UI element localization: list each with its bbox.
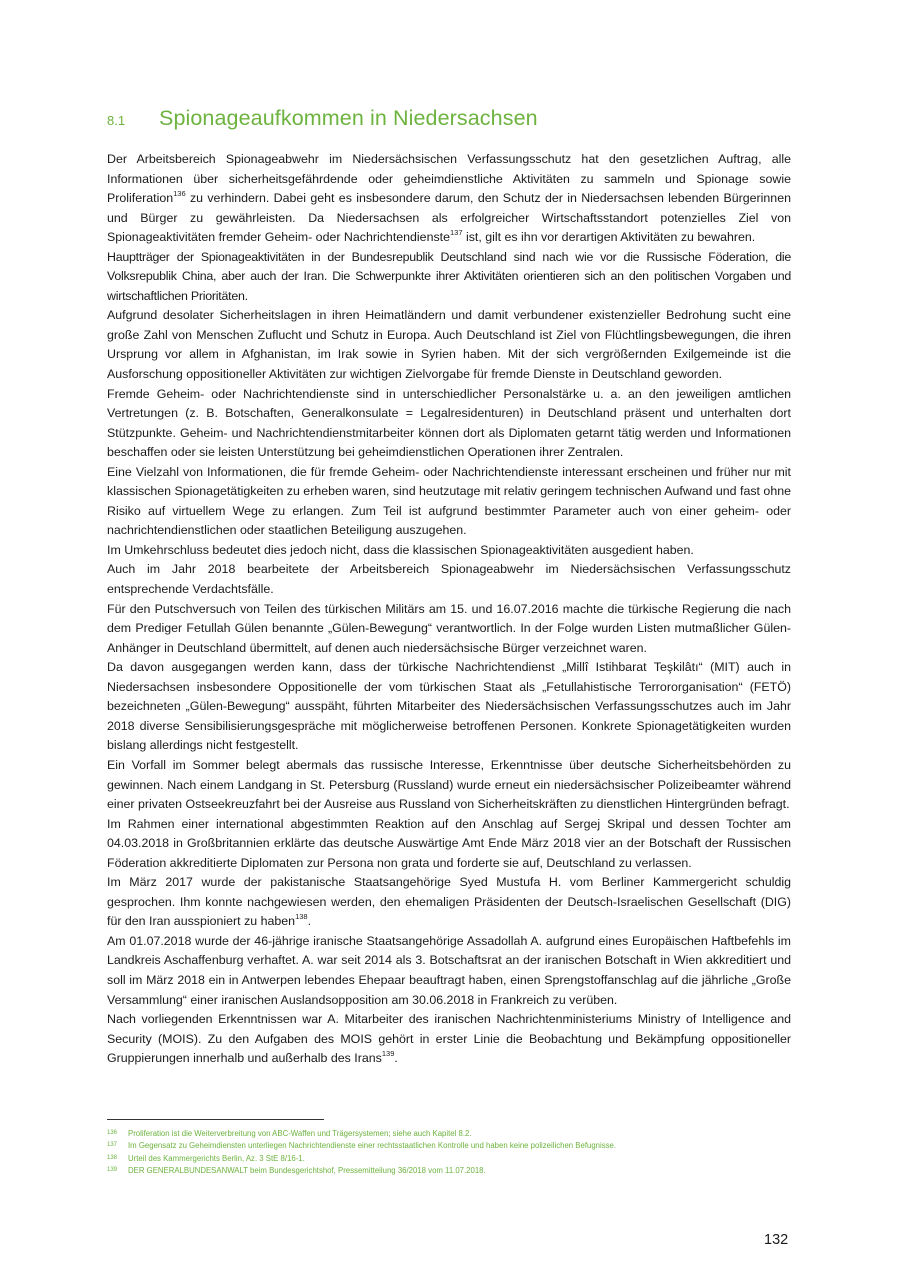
footnote-reference: 138	[295, 912, 308, 922]
paragraph-text: Ein Vorfall im Sommer belegt abermals das russische Interesse, Erkenntnisse über deutsche Sicherheitsbehörden zu gewinnen. Nach einem Landgang in St. Petersburg (Russland) wurde erneut ein niedersächsischer Polizeibeamter während einer privaten Ostseekreuzfahrt bei der Ausreise aus Russland von Sicherheitskräften zu dienstlichen Hintergründen befragt.	[107, 757, 791, 812]
paragraph-text: Am 01.07.2018 wurde der 46-jährige iranische Staatsangehörige Assadollah A. aufgrund eines Europäischen Haftbefehls im Landkreis Aschaffenburg verhaftet. A. war seit 2014 als 3. Botschaftsrat an der iranischen Botschaft in Wien akkreditiert und soll im März 2018 ein in Antwerpen lebendes Ehepaar beauftragt haben, einen Sprengstoffanschlag auf die jährliche „Große Versammlung“ einer iranischen Auslandsopposition am 30.06.2018 in Frankreich zu verüben.	[107, 933, 791, 1007]
footnote-reference: 137	[450, 228, 463, 238]
paragraph	[107, 600, 791, 659]
footnote-number: 139	[107, 1166, 118, 1173]
paragraph	[107, 541, 791, 561]
footnote	[107, 1140, 791, 1152]
paragraph-text: Hauptträger der Spionageaktivitäten in der Bundesrepublik Deutschland sind nach wie vor die Russische Föderation, die Volksrepublik China, aber auch der Iran. Die Schwerpunkte ihrer Aktivitäten orientieren sich an den politischen Vorgaben und wirtschaftlichen Prioritäten.	[107, 249, 791, 303]
footnote-number: 136	[107, 1130, 118, 1136]
paragraph	[107, 932, 791, 1010]
footnotes	[107, 1128, 791, 1177]
paragraph	[107, 306, 791, 384]
paragraph	[107, 463, 791, 541]
paragraph	[107, 815, 791, 874]
paragraph-text: Im März 2017 wurde der pakistanische Staatsangehörige Syed Mustufa H. vom Berliner Kammergericht schuldig gesprochen. Ihm konnte nachgewiesen werden, den ehemaligen Präsidenten der Deutsch-Israelischen Gesellschaft (DIG) für den Iran ausspioniert zu haben	[107, 875, 791, 929]
paragraph-text: Nach vorliegenden Erkenntnissen war A. Mitarbeiter des iranischen Nachrichtenministeriums Ministry of Intelligence and Security (MOIS). Zu den Aufgaben des MOIS gehört in erster Linie die Beobachtung und Bekämpfung oppositioneller Gruppierungen innerhalb und außerhalb des Irans	[107, 1012, 791, 1066]
paragraph-text: .	[394, 1051, 398, 1066]
section-title: Spionageaufkommen in Niedersachsen	[159, 106, 538, 130]
section-number: 8.1	[107, 113, 126, 128]
paragraph-text: zu verhindern. Dabei geht es insbesondere darum, den Schutz der in Niedersachsen lebenden Bürgerinnen und Bürger zu gewährleisten. Da Niedersachsen als erfolgreicher Wirtschaftsstandort potenzielles Ziel von Spionageaktivitäten fremder Geheim- oder Nachrichtendienste	[107, 191, 791, 245]
footnote-text: DER GENERALBUNDESANWALT beim Bundesgerichtshof, Pressemitteilung 36/2018 vom 11.07.2018.	[128, 1165, 486, 1175]
section-heading	[107, 106, 538, 131]
paragraph-text: ist, gilt es ihn vor derartigen Aktivitäten zu bewahren.	[462, 230, 756, 245]
footnote-reference: 139	[381, 1049, 395, 1059]
paragraph	[107, 248, 791, 307]
paragraph-text: Aufgrund desolater Sicherheitslagen in ihren Heimatländern und damit verbundener existenzieller Bedrohung sucht eine große Zahl von Menschen Zuflucht und Schutz in Europa. Auch Deutschland ist Ziel von Flüchtlingsbewegungen, die ihren Ursprung vor allem in Afghanistan, im Irak sowie in Syrien haben. Mit der sich vergrößernden Exilgemeinde ist die Ausforschung oppositioneller Aktivitäten zur wichtigen Zielvorgabe für fremde Dienste in Deutschland geworden.	[107, 308, 791, 382]
footnote-text: Urteil des Kammergerichts Berlin, Az. 3 StE 8/16-1.	[128, 1153, 305, 1163]
footnote	[107, 1128, 791, 1140]
footnote-number: 137	[107, 1142, 118, 1149]
footnote-text: Im Gegensatz zu Geheimdiensten unterliegen Nachrichtendienste einer rechtsstaatlichen Kontrolle und haben keine polizeilichen Befugnisse.	[128, 1141, 617, 1151]
paragraph	[107, 756, 791, 815]
paragraph	[107, 385, 791, 463]
page-number: 132	[764, 1232, 789, 1248]
paragraph-text: Im Rahmen einer international abgestimmten Reaktion auf den Anschlag auf Sergej Skripal und dessen Tochter am 04.03.2018 in Großbritannien erklärte das deutsche Auswärtige Amt Ende März 2018 vier an der Botschaft der Russischen Föderation akkreditierte Diplomaten zur Persona non grata und forderte sie auf, Deutschland zu verlassen.	[107, 816, 791, 870]
paragraph	[107, 560, 791, 599]
paragraph	[107, 873, 791, 932]
footnote-number: 138	[107, 1154, 118, 1161]
paragraph-text: Im Umkehrschluss bedeutet dies jedoch nicht, dass die klassischen Spionageaktivitäten ausgedient haben.	[107, 542, 694, 557]
paragraph-text: Fremde Geheim- oder Nachrichtendienste sind in unterschiedlicher Personalstärke u. a. an den jeweiligen amtlichen Vertretungen (z. B. Botschaften, Generalkonsulate = Legalresidenturen) in Deutschland präsent und unterhalten dort Stützpunkte. Geheim- und Nachrichtendienstmitarbeiter können dort als Diplomaten getarnt tätig werden und Informationen beschaffen oder sie leisten Unterstützung bei geheimdienstlichen Operationen ihrer Zentralen.	[107, 386, 791, 460]
paragraph-text: Für den Putschversuch von Teilen des türkischen Militärs am 15. und 16.07.2016 machte die türkische Regierung die nach dem Prediger Fetullah Gülen benannte „Gülen-Bewegung“ verantwortlich. In der Folge wurden Listen mutmaßlicher Gülen-Anhänger in Deutschland übermittelt, auf denen auch niedersächsische Bürger verzeichnet waren.	[107, 601, 791, 655]
footnote-text: Proliferation ist die Weiterverbreitung von ABC-Waffen und Trägersystemen; siehe auch Kapitel 8.2.	[128, 1129, 472, 1138]
paragraph-text: Da davon ausgegangen werden kann, dass der türkische Nachrichtendienst „Millî Istihbarat Teşkilâtı“ (MIT) auch in Niedersachsen insbesondere Oppositionelle der vom türkischen Staat als „Fetullahistische Terrororganisation“ (FETÖ) bezeichneten „Gülen-Bewegung“ ausspäht, führten Mitarbeiter des Niedersächsischen Verfassungsschutzes auch im Jahr 2018 diverse Sensibilisierungsgespräche mit möglicherweise betroffenen Personen. Konkrete Spionagetätigkeiten wurden bislang allerdings nicht festgestellt.	[107, 660, 791, 753]
body-text	[107, 150, 791, 1069]
paragraph-text: .	[307, 914, 312, 929]
footnote	[107, 1165, 791, 1177]
paragraph-text: Eine Vielzahl von Informationen, die für fremde Geheim- oder Nachrichtendienste interessant erscheinen und früher nur mit klassischen Spionagetätigkeiten zu erheben waren, sind heutzutage mit relativ geringem technischen Aufwand und fast ohne Risiko auf virtuellem Wege zu erlangen. Zum Teil ist aufgrund bestimmter Parameter auch von einer geheim- oder nachrichtendienstlichen oder staatlichen Beteiligung auszugehen.	[107, 464, 791, 538]
footnote	[107, 1153, 791, 1165]
footnote-divider	[107, 1119, 324, 1120]
paragraph-text: Der Arbeitsbereich Spionageabwehr im Niedersächsischen Verfassungsschutz hat den gesetzlichen Auftrag, alle Informationen über sicherheitsgefährdende oder geheimdienstliche Aktivitäten zu sammeln und Spionage sowie Proliferation	[107, 152, 791, 206]
footnote-reference: 136	[173, 188, 186, 198]
paragraph	[107, 1010, 791, 1069]
paragraph	[107, 658, 791, 756]
paragraph-text: Auch im Jahr 2018 bearbeitete der Arbeitsbereich Spionageabwehr im Niedersächsischen Verfassungsschutz entsprechende Verdachtsfälle.	[107, 562, 791, 597]
paragraph	[107, 150, 791, 248]
